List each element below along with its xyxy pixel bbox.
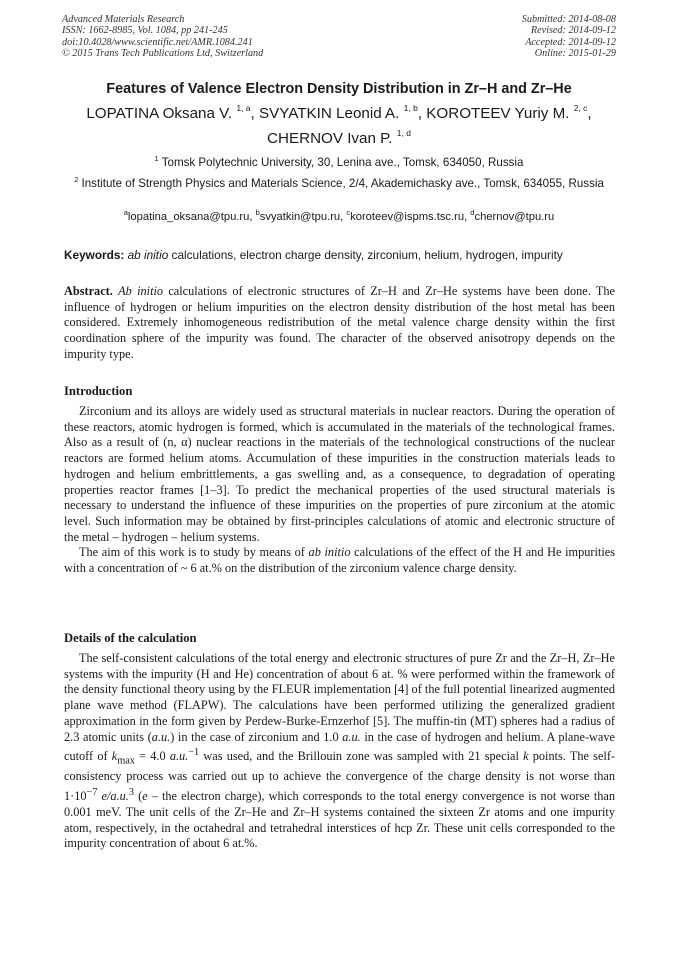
paragraph [64, 545, 615, 576]
author-sep: , [417, 105, 427, 122]
email-sep: , [464, 211, 471, 223]
abstract-text: calculations of electronic structures of Zr–H and Zr–He systems have been done. The influence of hydrogen or helium impurities on the electron density distribution of the host metal has been considered. Extremely inhomogeneous redistribution of the metal valence charge density within the first coordination sphere of the impurity was found. The character of the observed anisotropy depends on the impurity type. [64, 284, 616, 361]
paragraph-text: The self-consistent calculations of the total energy and electronic structures of pure Zr and the Zr–H, Zr–He systems with the impurity (H and He) concentration of about 6 at. % were performed within the framework of the density functional theory using by the FLEUR implementation [4] of the full potential linearized augmented plane wave method (FLAPW). The calculations have been performed utilizing the generalized gradient approximation in the form given by Perdew-Burke-Ernzerhof [5]. The muffin-tin (MT) spheres had a radius of 2.3 atomic units ( [64, 651, 615, 744]
author-sup: 2, c [573, 103, 588, 113]
paragraph [64, 651, 615, 852]
paragraph-text: = 4.0 [134, 749, 170, 764]
online-date: Online: 2015-01-29 [534, 48, 616, 60]
abstract [64, 284, 615, 363]
dates-info [522, 14, 616, 60]
revised-date: Revised: 2014-09-12 [530, 25, 616, 37]
email-sep: , [340, 211, 347, 223]
abstract-italic: Ab initio [118, 284, 164, 298]
journal-name: Advanced Materials Research [62, 14, 185, 25]
author-name: KOROTEEV Yuriy M. [426, 105, 570, 122]
affiliation-text: Institute of Strength Physics and Materials Science, 2/4, Akademichasky ave., Tomsk, 634055, Russia [81, 177, 604, 190]
paragraph-text: ) in the case of zirconium and 1.0 [170, 729, 343, 744]
paragraph-italic: ab initio [308, 545, 351, 560]
author-sep: , [250, 105, 259, 122]
symbol-italic: k [111, 749, 118, 764]
author-list [52, 101, 626, 151]
email-link[interactable]: lopatina_oksana@tpu.ru [127, 211, 250, 223]
unit-italic: a.u. [342, 729, 361, 744]
email-link[interactable]: koroteev@ispms.tsc.ru [350, 211, 465, 223]
superscript: −1 [188, 747, 200, 759]
email-list [62, 208, 616, 223]
paragraph-text: The aim of this work is to study by means of [79, 545, 309, 560]
keywords-text: calculations, electron charge density, zirconium, helium, hydrogen, impurity [168, 248, 563, 262]
email-sep: , [249, 211, 256, 223]
keywords-italic: ab initio [127, 248, 169, 262]
paper-title: Features of Valence Electron Density Distribution in Zr–H and Zr–He [106, 81, 572, 97]
author-sup: 1, b [403, 103, 418, 113]
author-sup: 1, d [396, 128, 411, 138]
author-name: SVYATKIN Leonid A. [258, 105, 400, 122]
paragraph-text: was used, and the Brillouin zone was sampled with 21 special [199, 749, 524, 764]
email-link[interactable]: svyatkin@tpu.ru [259, 211, 341, 223]
unit-italic: a.u. [151, 729, 171, 744]
affiliation-1 [62, 155, 616, 170]
affiliation-2 [62, 176, 616, 191]
author-name: CHERNOV Ivan P. [267, 130, 393, 147]
superscript: −7 [86, 787, 98, 799]
abstract-label: Abstract. [64, 284, 113, 298]
email-link[interactable]: chernov@tpu.ru [474, 211, 555, 223]
keywords [64, 248, 616, 262]
calculation-section [64, 631, 615, 852]
subscript: max [117, 755, 135, 767]
submitted-date: Submitted: 2014-08-08 [521, 14, 616, 25]
paragraph-text: points. The self-consistency process was carried out up to achieve the convergence of the charge density is not worse than 1·10 [64, 749, 616, 804]
symbol-italic: k [523, 749, 529, 764]
issn-line: ISSN: 1662-8985, Vol. 1084, pp 241-245 [62, 25, 228, 37]
superscript: 3 [128, 787, 134, 799]
email-sup: a [123, 208, 128, 217]
symbol-italic: e [142, 789, 148, 804]
paragraph-text: ( [134, 789, 143, 804]
section-heading: Introduction [64, 384, 133, 398]
paragraph: Zirconium and its alloys are widely used as structural materials in nuclear reactors. During the operation of these reactors, atomic hydrogen is formed, which is accumulated in the materials of the technological frames. Also as a result of (n, α) nuclear reactions in the materials of the technological constructions of the nuclear reactors are formed helium atoms. Accumulation of these impurities in the construction materials leads to hydrogen and helium embrittlements, a gas swelling and, as a consequence, to degradation of operating properties reactor frames [1–3]. To predict the mechanical properties of the used structural materials is necessary to understand the influence of these impurities on the properties of pure zirconium at the atomic level. Such information may be obtained by first-principles calculations of atomic and electronic structure of the metal – hydrogen – helium systems. [64, 404, 615, 544]
copyright-line: © 2015 Trans Tech Publications Ltd, Switzerland [62, 48, 264, 60]
email-sup: b [255, 208, 260, 217]
unit-italic: e/a.u. [101, 789, 129, 804]
author-sup: 1, a [236, 103, 251, 113]
unit-italic: a.u. [169, 749, 189, 764]
paragraph-text: calculations of the effect of the H and He impurities with a concentration of ~ 6 at.% on the distribution of the zirconium valence charge density. [64, 545, 616, 576]
affiliation-sup: 1 [154, 154, 159, 163]
email-sup: c [346, 208, 351, 217]
keywords-label: Keywords: [64, 248, 125, 262]
email-sup: d [470, 208, 475, 217]
paragraph-text: – the electron charge), which corresponds to the total energy convergence is not worse than 0.001 meV. The unit cells of the Zr–He and Zr–H systems contained the sixteen Zr atoms and one impurity atom, respectively, in the octahedral and tetrahedral interstices of hcp Zr. These unit cells corresponded to the impurity concentration of about 6 at.%. [64, 789, 615, 851]
affiliation-text: Tomsk Polytechnic University, 30, Lenina ave., Tomsk, 634050, Russia [161, 156, 524, 169]
author-name: LOPATINA Oksana V. [86, 105, 233, 122]
introduction-section [64, 384, 615, 577]
doi-line: doi:10.4028/www.scientific.net/AMR.1084.241 [62, 36, 253, 48]
author-sep: , [587, 105, 592, 122]
accepted-date: Accepted: 2014-09-12 [525, 36, 616, 48]
paragraph-text: in the case of hydrogen and helium. A plane-wave cutoff of [64, 729, 615, 764]
affiliation-sup: 2 [74, 175, 79, 184]
journal-info [62, 14, 263, 60]
section-heading: Details of the calculation [64, 631, 197, 645]
